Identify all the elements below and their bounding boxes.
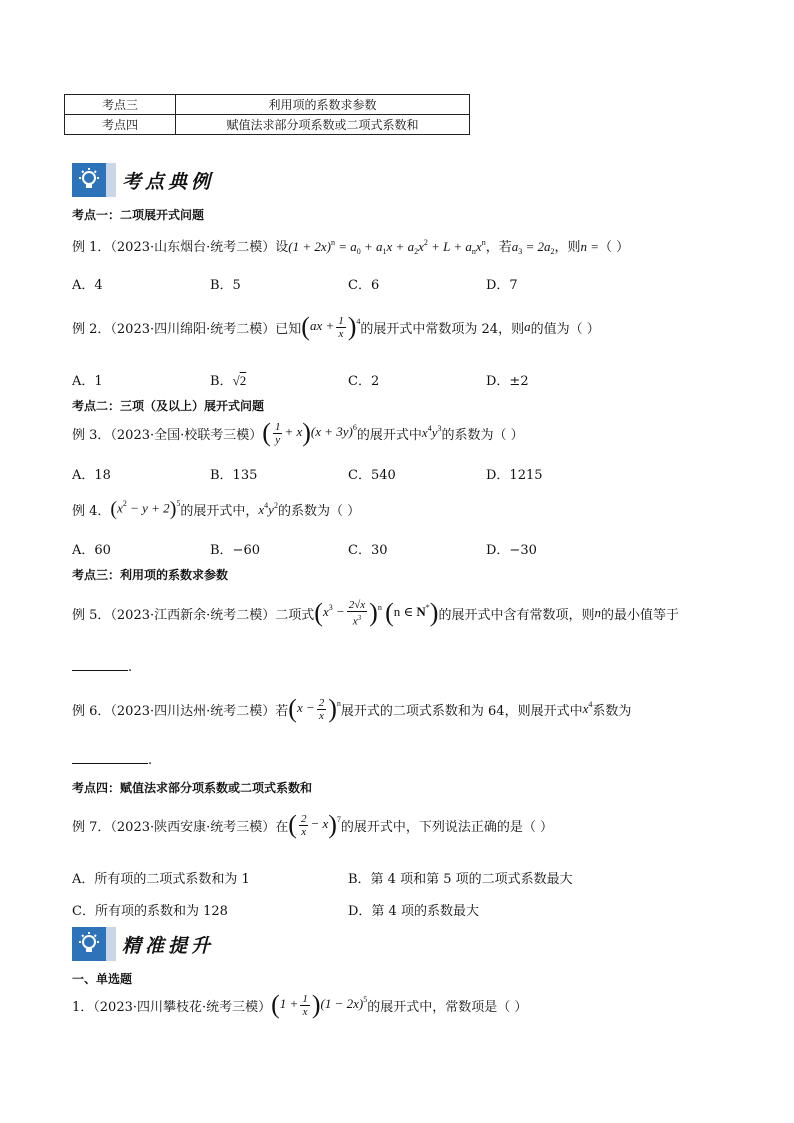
answer-blank[interactable]: . <box>72 753 152 768</box>
math-expr: (1 + $\frac{1}{x}$ )$(1 - 2x)^5$ <box>271 990 368 1019</box>
option: A．4 <box>72 278 103 293</box>
example-text: 的展开式中， <box>180 504 259 519</box>
example-text: 例 3．（2023·全国·校联考三模） <box>72 427 263 443</box>
option: D．1215 <box>486 468 543 483</box>
option: C．30 <box>348 543 388 558</box>
table-cell: 赋值法求部分项系数或二项式系数和 <box>176 115 470 135</box>
table-cell: 考点三 <box>65 95 176 115</box>
section-heading: 一、单选题 <box>72 972 133 986</box>
banner-accent <box>106 163 116 197</box>
math-expr: ($x^3$ − $\frac{2√x}{x^3}$ )$^n$ (n ∈ N*) <box>314 598 439 628</box>
example-text: 的值为（ ） <box>530 321 600 337</box>
example-1 <box>72 236 629 255</box>
example-text: 例 4． <box>72 504 111 519</box>
example-text: 系数为 <box>592 703 632 719</box>
option: A．18 <box>72 468 111 483</box>
example-4 <box>72 498 360 521</box>
option: D．第 4 项的系数最大 <box>348 904 479 919</box>
option: A．1 <box>72 374 103 389</box>
option: C．2 <box>348 374 380 389</box>
question-1 <box>72 990 527 1020</box>
answer-blank[interactable]: . <box>72 660 132 675</box>
option: B．−60 <box>210 543 260 558</box>
math-expr: n = <box>580 239 600 254</box>
example-3 <box>72 418 524 448</box>
math-expr: $x^4y^3$ <box>421 424 442 440</box>
example-text: 例 7．（2023·陕西安康·统考三模）在 <box>72 819 289 835</box>
section-heading: 考点三：利用项的系数求参数 <box>72 568 229 582</box>
example-text: ，若 <box>485 240 512 255</box>
section-banner <box>72 927 214 961</box>
section-heading: 考点一：二项展开式问题 <box>72 208 205 222</box>
section-heading: 考点四：赋值法求部分项系数或二项式系数和 <box>72 781 313 795</box>
banner-title: 考点典例 <box>122 170 215 193</box>
example-text: 的系数为（ ） <box>441 427 524 443</box>
option: D．7 <box>486 278 518 293</box>
example-text: 的系数为（ ） <box>277 504 361 519</box>
option: D．−30 <box>486 543 537 558</box>
option: D．±2 <box>486 374 529 389</box>
section-banner <box>72 163 214 197</box>
example-text: 的展开式中常数项为 24，则 <box>360 321 525 337</box>
option: B．第 4 项和第 5 项的二项式系数最大 <box>348 872 573 887</box>
question-text: 1．（2023·四川攀枝花·统考三模） <box>72 999 272 1015</box>
math-expr: a <box>524 319 531 334</box>
example-text: 的展开式中 <box>356 427 422 443</box>
math-expr: $(x^2 - y + 2)^5$ <box>110 498 181 520</box>
table-cell: 考点四 <box>65 115 176 135</box>
option: B．√2 <box>210 373 247 389</box>
math-expr: ( $\frac{1}{y}$ + $x)(x + 3y)^6$ <box>262 418 357 447</box>
section-heading: 考点二：三项（及以上）展开式问题 <box>72 399 265 413</box>
option: B．135 <box>210 468 258 483</box>
option: C．所有项的系数和为 128 <box>72 904 228 919</box>
math-expr: ( $\frac{2}{x}$ − x)$^7$ <box>288 810 341 839</box>
example-7 <box>72 810 553 840</box>
banner-accent <box>106 927 116 961</box>
banner-title: 精准提升 <box>122 934 215 957</box>
option-label: B． <box>210 374 233 389</box>
example-text: 例 5．（2023·江西新余·统考二模）二项式 <box>72 607 315 623</box>
example-text: 的展开式中，下列说法正确的是（ ） <box>340 819 554 835</box>
math-expr: n <box>594 605 601 620</box>
example-text: 的最小值等于 <box>600 607 679 623</box>
example-text: 例 6．（2023·四川达州·统考二模）若 <box>72 703 289 719</box>
option: A．所有项的二项式系数和为 1 <box>72 872 250 887</box>
table-row <box>65 95 470 115</box>
lightbulb-icon <box>72 163 106 197</box>
option: C．540 <box>348 468 396 483</box>
option: B．5 <box>210 278 241 293</box>
math-expr: (x − $\frac{2}{x}$ )$^n$ <box>288 694 341 723</box>
table-cell: 利用项的系数求参数 <box>176 95 470 115</box>
math-expr: $a_3 = 2a_2$ <box>511 239 555 256</box>
option: A．60 <box>72 543 111 558</box>
example-text: 例 1．（2023·山东烟台·统考二模）设 <box>72 240 289 255</box>
option: C．6 <box>348 278 380 293</box>
topic-table <box>64 94 470 135</box>
math-expr: (ax + $\frac{1}{x}$ )$^4$ <box>301 312 361 341</box>
math-expr: $x^4$ <box>582 700 593 716</box>
math-expr: $x^4y^2$ <box>258 500 278 517</box>
question-text: 的展开式中，常数项是（ ） <box>367 999 528 1015</box>
lightbulb-icon <box>72 927 106 961</box>
example-text: （ ） <box>599 240 630 255</box>
example-text: 例 2．（2023·四川绵阳·统考二模）已知 <box>72 321 302 337</box>
math-expr: $(1 + 2x)^n = a_0 + a_1x + a_2x^2 + L + a_nx^n$ <box>288 238 486 256</box>
example-2 <box>72 312 600 342</box>
example-text: ，则 <box>554 240 581 255</box>
example-text: 的展开式中含有常数项，则 <box>438 607 595 623</box>
example-5 <box>72 598 679 628</box>
table-row <box>65 115 470 135</box>
example-text: 展开式的二项式系数和为 64，则展开式中 <box>340 703 583 719</box>
example-6 <box>72 694 631 724</box>
